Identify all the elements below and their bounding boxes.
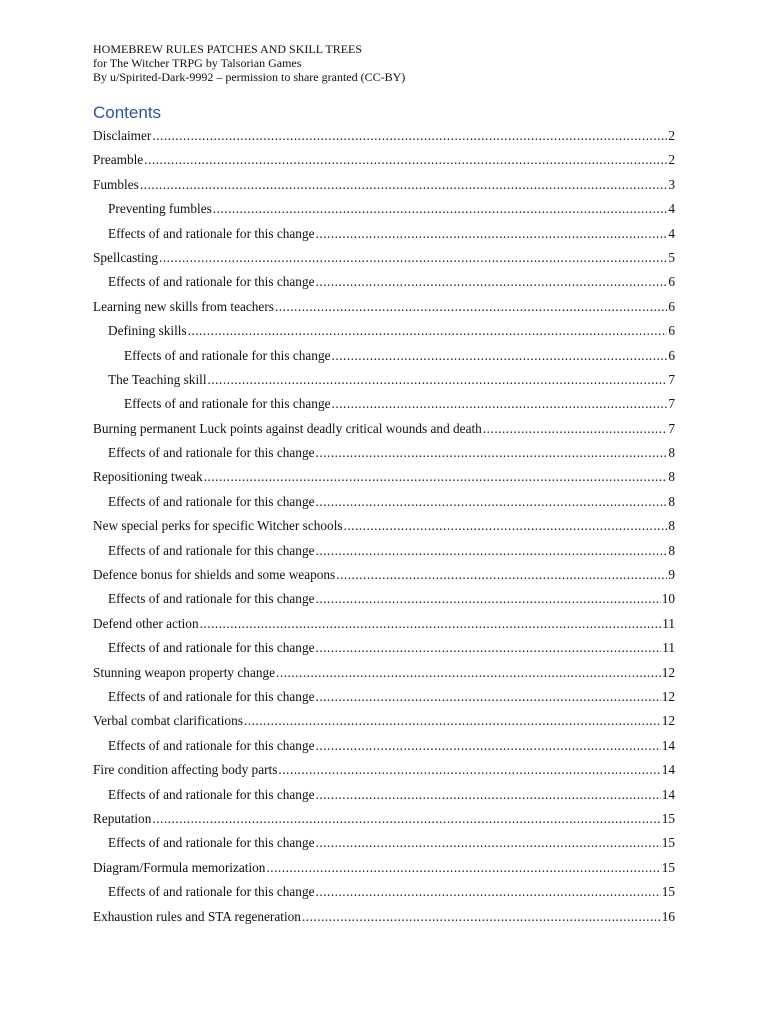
contents-heading: Contents	[93, 103, 162, 122]
toc-entry-title[interactable]: Effects of and rationale for this change	[108, 591, 315, 607]
toc-entry[interactable]	[93, 785, 675, 809]
toc-entry-title[interactable]: Disclaimer	[93, 128, 152, 143]
toc-dot-leader	[244, 711, 661, 731]
toc-entry-page-number[interactable]: 6	[668, 347, 675, 363]
toc-dot-leader	[152, 809, 660, 829]
toc-dot-leader	[316, 687, 661, 707]
toc-entry-title[interactable]: Effects of and rationale for this change	[108, 884, 315, 900]
toc-entry[interactable]	[93, 370, 675, 394]
toc-entry-page-number[interactable]: 8	[668, 493, 675, 509]
toc-dot-leader	[332, 394, 668, 414]
toc-entry[interactable]	[93, 346, 675, 370]
toc-entry-page-number[interactable]: 12	[661, 688, 675, 704]
toc-entry[interactable]	[93, 833, 675, 857]
toc-entry-page-number[interactable]: 6	[668, 323, 675, 339]
header-title: HOMEBREW RULES PATCHES AND SKILL TREES	[93, 42, 363, 56]
toc-entry[interactable]	[93, 760, 675, 784]
toc-dot-leader	[344, 516, 668, 536]
toc-entry-title[interactable]: New special perks for specific Witcher schools	[93, 518, 343, 534]
toc-entry[interactable]	[93, 541, 675, 565]
toc-dot-leader	[483, 419, 668, 439]
toc-entry[interactable]	[93, 321, 675, 345]
toc-entry[interactable]	[93, 565, 675, 589]
toc-entry[interactable]	[93, 589, 675, 613]
toc-entry-page-number[interactable]: 11	[662, 615, 675, 631]
toc-entry-page-number[interactable]: 15	[661, 859, 675, 875]
toc-dot-leader	[316, 272, 668, 292]
toc-entry-page-number[interactable]: 7	[668, 396, 675, 412]
toc-entry[interactable]	[93, 224, 675, 248]
toc-entry-page-number[interactable]: 9	[668, 567, 675, 583]
toc-entry-page-number[interactable]: 14	[661, 737, 675, 753]
toc-dot-leader	[188, 321, 668, 341]
toc-entry[interactable]	[93, 394, 675, 418]
toc-entry-title[interactable]: Preamble	[93, 152, 144, 168]
toc-entry[interactable]	[93, 126, 675, 150]
toc-dot-leader	[144, 150, 667, 170]
toc-entry-title[interactable]: Burning permanent Luck points against deadly critical wounds and death	[93, 420, 482, 436]
toc-entry-page-number[interactable]: 16	[661, 908, 675, 924]
toc-dot-leader	[278, 760, 660, 780]
toc-entry-title[interactable]: Fumbles	[93, 176, 139, 192]
header-subtitle: for The Witcher TRPG by Talsorian Games	[93, 56, 302, 70]
toc-entry-title[interactable]: Effects of and rationale for this change	[108, 542, 315, 558]
toc-entry-title[interactable]: Defence bonus for shields and some weapons	[93, 567, 336, 583]
toc-dot-leader	[159, 248, 667, 268]
toc-entry-page-number[interactable]: 8	[668, 445, 675, 461]
toc-entry-title[interactable]: The Teaching skill	[108, 371, 207, 387]
header-author: By u/Spirited-Dark-9992 – permission to share granted (CC-BY)	[93, 70, 406, 84]
toc-entry-title[interactable]: Spellcasting	[93, 249, 158, 265]
toc-entry-page-number[interactable]: 11	[662, 640, 675, 656]
toc-entry[interactable]	[93, 736, 675, 760]
toc-entry-page-number[interactable]: 15	[661, 884, 675, 900]
toc-entry-title[interactable]: Diagram/Formula memorization	[93, 859, 266, 875]
toc-entry[interactable]	[93, 175, 675, 199]
toc-entry-page-number[interactable]: 2	[668, 152, 675, 168]
table-of-contents	[93, 126, 675, 931]
toc-entry-page-number[interactable]: 8	[668, 469, 675, 485]
toc-entry-title[interactable]: Effects of and rationale for this change	[124, 347, 331, 363]
toc-entry[interactable]	[93, 638, 675, 662]
document-header	[93, 42, 693, 84]
toc-entry-title[interactable]: Preventing fumbles	[108, 201, 212, 217]
toc-dot-leader	[204, 467, 668, 487]
toc-entry[interactable]	[93, 492, 675, 516]
toc-entry[interactable]	[93, 907, 675, 931]
toc-entry[interactable]	[93, 614, 675, 638]
toc-entry[interactable]	[93, 419, 675, 443]
toc-entry-title[interactable]: Fire condition affecting body parts	[93, 762, 278, 778]
toc-entry-page-number[interactable]: 4	[668, 201, 675, 217]
toc-entry-title[interactable]: Effects of and rationale for this change	[108, 493, 315, 509]
toc-entry[interactable]	[93, 199, 675, 223]
toc-entry-title[interactable]: Stunning weapon property change	[93, 664, 276, 680]
toc-entry[interactable]	[93, 297, 675, 321]
toc-entry[interactable]	[93, 711, 675, 735]
toc-dot-leader	[213, 199, 668, 219]
toc-dot-leader	[208, 370, 668, 390]
toc-entry-title[interactable]: Effects of and rationale for this change	[108, 786, 315, 802]
toc-entry-title[interactable]: Reputation	[93, 810, 152, 826]
toc-entry-page-number[interactable]: 15	[661, 835, 675, 851]
toc-entry-title[interactable]: Effects of and rationale for this change	[108, 445, 315, 461]
toc-entry-page-number[interactable]: 8	[668, 518, 675, 534]
toc-entry-title[interactable]: Repositioning tweak	[93, 469, 203, 485]
toc-dot-leader	[332, 346, 668, 366]
toc-entry-page-number[interactable]: 7	[668, 420, 675, 436]
toc-dot-leader	[316, 224, 668, 244]
toc-entry-page-number[interactable]: 4	[668, 225, 675, 241]
toc-dot-leader	[316, 492, 668, 512]
toc-entry-title[interactable]: Learning new skills from teachers	[93, 298, 274, 314]
toc-dot-leader	[316, 443, 668, 463]
toc-dot-leader	[316, 785, 661, 805]
toc-entry-page-number[interactable]: 14	[661, 786, 675, 802]
toc-dot-leader	[152, 126, 667, 146]
toc-dot-leader	[200, 614, 662, 634]
toc-entry-page-number[interactable]: 7	[668, 371, 675, 387]
toc-entry-title[interactable]: Defend other action	[93, 615, 199, 631]
toc-entry-title[interactable]: Exhaustion rules and STA regeneration	[93, 908, 301, 924]
toc-dot-leader	[316, 638, 662, 658]
toc-dot-leader	[316, 541, 668, 561]
toc-entry-title[interactable]: Effects of and rationale for this change	[108, 274, 315, 290]
toc-dot-leader	[316, 736, 661, 756]
toc-entry-title[interactable]: Verbal combat clarifications	[93, 713, 243, 729]
toc-entry[interactable]	[93, 467, 675, 491]
toc-entry-title[interactable]: Defining skills	[108, 323, 187, 339]
toc-dot-leader	[336, 565, 667, 585]
toc-entry-page-number[interactable]: 6	[668, 274, 675, 290]
toc-entry-page-number[interactable]: 12	[661, 664, 675, 680]
toc-entry-title[interactable]: Effects of and rationale for this change	[108, 640, 315, 656]
toc-entry-page-number[interactable]: 2	[668, 128, 675, 143]
toc-entry[interactable]	[93, 687, 675, 711]
toc-entry[interactable]	[93, 443, 675, 467]
toc-entry[interactable]	[93, 150, 675, 174]
toc-entry-page-number[interactable]: 3	[668, 176, 675, 192]
toc-entry[interactable]	[93, 516, 675, 540]
toc-dot-leader	[316, 882, 661, 902]
toc-entry[interactable]	[93, 663, 675, 687]
toc-dot-leader	[316, 833, 661, 853]
toc-entry-page-number[interactable]: 6	[668, 298, 675, 314]
toc-entry[interactable]	[93, 809, 675, 833]
toc-entry[interactable]	[93, 272, 675, 296]
toc-entry-page-number[interactable]: 14	[661, 762, 675, 778]
toc-entry-page-number[interactable]: 10	[661, 591, 675, 607]
toc-dot-leader	[266, 858, 660, 878]
toc-entry-title[interactable]: Effects of and rationale for this change	[108, 835, 315, 851]
toc-entry-page-number[interactable]: 8	[668, 542, 675, 558]
toc-entry-page-number[interactable]: 15	[661, 810, 675, 826]
toc-dot-leader	[140, 175, 668, 195]
toc-entry-page-number[interactable]: 5	[668, 249, 675, 265]
toc-dot-leader	[316, 589, 661, 609]
toc-entry-title[interactable]: Effects of and rationale for this change	[108, 737, 315, 753]
toc-dot-leader	[275, 297, 667, 317]
toc-dot-leader	[302, 907, 661, 927]
toc-entry[interactable]	[93, 858, 675, 882]
toc-entry-title[interactable]: Effects of and rationale for this change	[108, 225, 315, 241]
toc-entry[interactable]	[93, 882, 675, 906]
toc-entry[interactable]	[93, 248, 675, 272]
toc-entry-title[interactable]: Effects of and rationale for this change	[108, 688, 315, 704]
toc-entry-title[interactable]: Effects of and rationale for this change	[124, 396, 331, 412]
toc-dot-leader	[276, 663, 661, 683]
toc-entry-page-number[interactable]: 12	[661, 713, 675, 729]
